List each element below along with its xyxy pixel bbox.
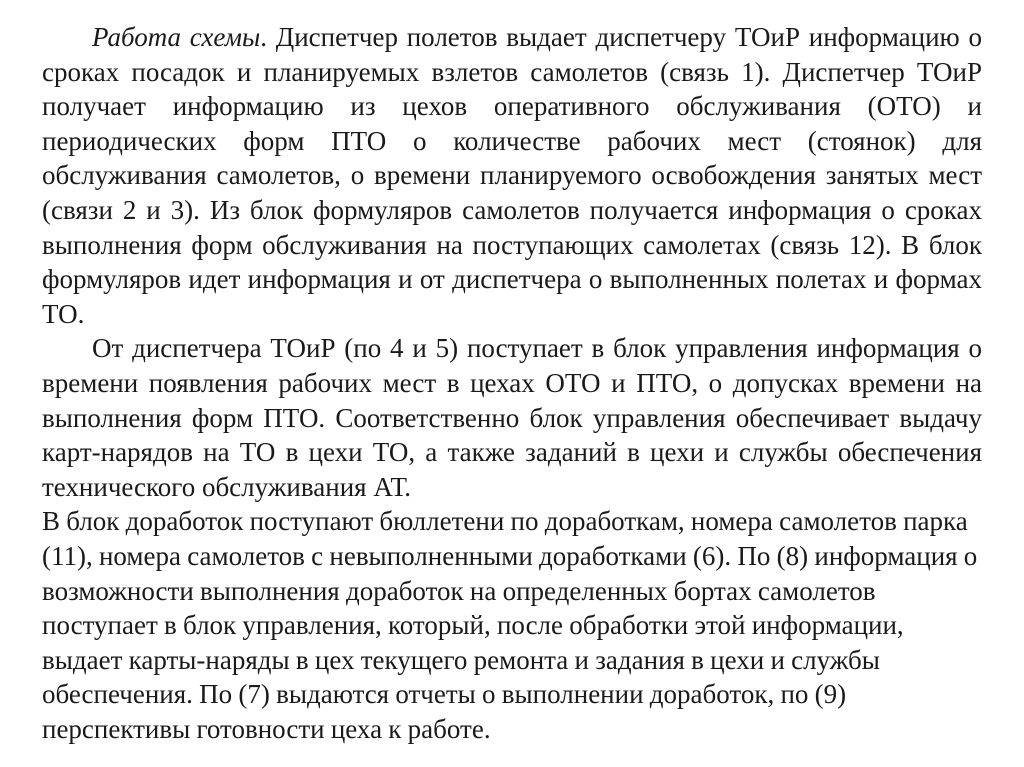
paragraph-body: Диспетчер полетов выдает диспетчеру ТОиР информацию о сроках посадок и планируемых взлетов самолетов (связь 1). Диспетчер ТОиР получает информацию из цехов оперативного обслуживания (ОТО) и периодических форм ПТО о количестве рабочих мест (стоянок) для обслуживания самолетов, о времени планируемого освобождения занятых мест (связи 2 и 3). Из блок формуляров самолетов получается информация о сроках выполнения форм обслуживания на поступающих самолетах (связь 12). В блок формуляров идет информация и от диспетчера о выполненных полетах и формах ТО. [42,22,982,329]
paragraph-lead-punct: . [260,22,267,52]
paragraph-lead-italic: Работа схемы [92,22,261,52]
paragraph-body: От диспетчера ТОиР (по 4 и 5) поступает в блок управления информация о времени появления рабочих мест в цехах ОТО и ПТО, о допусках времени на выполнения форм ПТО. Соответственно блок управления обеспечивает выдачу карт-нарядов на ТО в цехи ТО, а также заданий в цехи и службы обеспечения технического обслуживания АТ. [42,333,982,502]
paragraph-work-scheme [42,20,982,331]
paragraph-dispatcher [42,331,982,504]
paragraph-body: В блок доработок поступают бюллетени по доработкам, номера самолетов парка (11), номера самолетов с невыполненными доработками (6). По (8) информация о возможности выполнения доработок на определенных бортах самолетов поступает в блок управления, который, после обработки этой информации, выдает карты-наряды в цех текущего ремонта и задания в цехи и службы обеспечения. По (7) выдаются отчеты о выполнении доработок, по (9) перспективы готовности цеха к работе. [42,506,978,744]
paragraph-modifications [42,504,982,746]
document-page [42,20,982,746]
